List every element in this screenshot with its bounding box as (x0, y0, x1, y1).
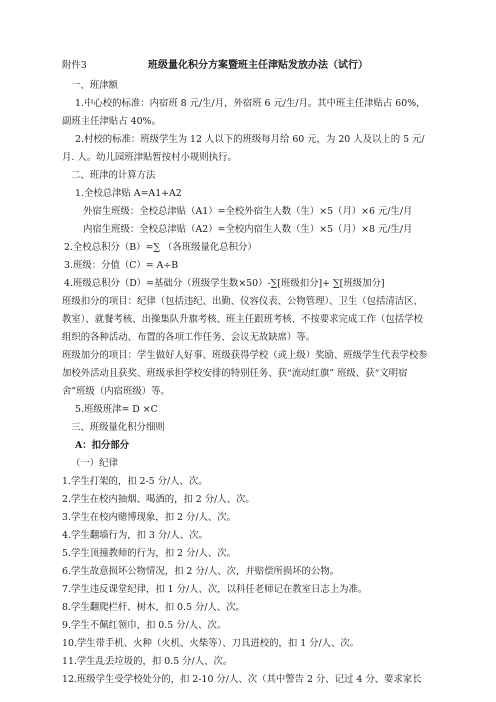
document-title: 班级量化积分方案暨班主任津贴发放办法（试行） (148, 60, 368, 71)
paragraph-line: 5.班级班津= D ×C (75, 404, 158, 415)
subsection-heading: （一）纪律 (71, 458, 118, 469)
paragraph-line: 教室）、就餐考核、出操集队升旗考核、班主任跟班考核、不按要求完成工作（包括学校 (62, 314, 423, 325)
paragraph-line: 外宿生班级：全校总津贴（A1）=全校外宿生人数（生）×5（月）×6 元/生/月 (83, 206, 413, 217)
rule-item: 1.学生打架的，扣 2-5 分/人、次。 (62, 476, 208, 487)
paragraph-line: 班级加分的项目：学生做好人好事、班级获得学校（或上级）奖励、班级学生代表学校参 (62, 350, 428, 361)
paragraph-line: 1.中心校的标准：内宿班 8 元/生/月，外宿班 6 元/生/月。其中班主任津贴占 60%， (75, 98, 426, 109)
rule-item: 9.学生不佩红领巾，扣 0.5 分/人、次。 (62, 620, 227, 631)
rule-item: 12.班级学生受学校处分的，扣 2-10 分/人、次（其中警告 2 分、记过 4 分、要求家长 (62, 674, 422, 685)
paragraph-line: 班级扣分的项目：纪律（包括违纪、出勤、仪容仪表、公物管理）、卫生（包括清洁区、 (62, 296, 423, 307)
section-heading: 二、班津的计算方法 (71, 170, 156, 181)
subsection-heading: A：扣分部分 (75, 440, 130, 451)
rule-item: 6.学生故意损坏公物情况，扣 2 分/人、次，并赔偿所损坏的公物。 (62, 566, 340, 577)
paragraph-line: 4.班级总积分（D）=基础分（班级学生数×50）-∑[班级扣分]+ ∑[班级加分] (64, 278, 385, 289)
section-heading: 三、班级量化积分细则 (71, 422, 165, 433)
rule-item: 7.学生违反课堂纪律，扣 1 分/人、次，以科任老师记在教室日志上为准。 (62, 584, 368, 595)
paragraph-line: 加校外活动且获奖、班级承担学校安排的特别任务、获“流动红旗” 班级、获“文明宿 (62, 368, 408, 379)
paragraph-line: 月. 人。幼儿园班津贴暂按村小规则执行。 (62, 152, 237, 163)
rule-item: 3.学生在校内赌博现象，扣 2 分/人、次。 (62, 512, 237, 523)
paragraph-line: 3.班级：分值（C）= A÷B (64, 260, 179, 271)
rule-item: 11.学生乱丢垃圾的，扣 0.5 分/人、次。 (62, 656, 233, 667)
paragraph-line: 舍”班级（内宿班级）等。 (62, 386, 170, 397)
rule-item: 8.学生翻爬栏杆、树木，扣 0.5 分/人、次。 (62, 602, 245, 613)
attachment-label: 附件3 (62, 60, 87, 71)
section-heading: 一、班津额 (71, 80, 118, 91)
rule-item: 2.学生在校内抽烟、喝酒的，扣 2 分/人、次。 (62, 494, 255, 505)
paragraph-line: 2.村校的标准：班级学生为 12 人以下的班级每月给 60 元，为 20 人及以上的 5 元/ (75, 134, 425, 145)
rule-item: 5.学生顶撞教师的行为，扣 2 分/人、次。 (62, 548, 237, 559)
paragraph-line: 2.全校总积分（B）=∑ （各班级量化总积分） (64, 242, 257, 253)
paragraph-line: 组织的各种活动、布置的各项工作任务、会议无故缺席）等。 (62, 332, 316, 343)
paragraph-line: 1.全校总津贴 A=A1+A2 (75, 188, 182, 199)
paragraph-line: 副班主任津贴占 40%。 (62, 116, 161, 127)
rule-item: 10.学生带手机、火种（火机、火柴等）、刀具进校的，扣 1 分/人、次。 (62, 638, 360, 649)
rule-item: 4.学生翻墙行为，扣 3 分/人、次。 (62, 530, 208, 541)
paragraph-line: 内宿生班级：全校总津贴（A2）=全校内宿生人数（生）×5（月）×8 元/生/月 (83, 224, 413, 235)
